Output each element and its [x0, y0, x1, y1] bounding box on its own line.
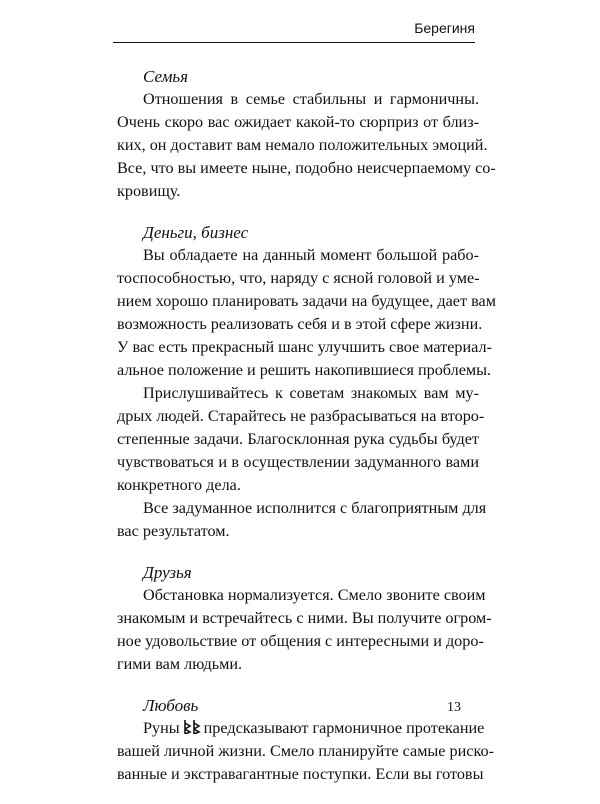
section-heading: Друзья [143, 563, 192, 582]
text-line: Обстановка нормализуется. Смело звоните своим [143, 586, 486, 604]
paragraph [117, 244, 496, 382]
text-line: нием хорошо планировать задачи на будущее, дает вам [117, 292, 496, 310]
running-header-title: Берегиня [414, 20, 475, 36]
paragraph [117, 584, 492, 676]
text-line: вас результатом. [117, 522, 230, 540]
text-line: степенные задачи. Благосклонная рука судьбы будет [117, 430, 479, 448]
text-line: У вас есть прекрасный шанс улучшить свое материал- [117, 338, 492, 356]
text-line: конкретного дела. [117, 476, 241, 494]
text-line: чувствоваться и в осуществлении задуманного вами [117, 453, 479, 471]
text-line [117, 717, 485, 740]
text-line: Прислушивайтесь к советам знакомых вам му- [143, 384, 479, 402]
page-number: 13 [447, 700, 461, 715]
running-header [113, 20, 475, 44]
section [117, 694, 495, 786]
paragraph [117, 497, 487, 543]
text-fragment: Руны [143, 719, 180, 737]
text-line: Отношения в семье стабильны и гармоничны. [143, 90, 479, 108]
text-line: Очень скоро вас ожидает какой-то сюрприз от близ- [117, 113, 479, 131]
paragraph [117, 382, 485, 497]
section-heading: Любовь [143, 696, 199, 715]
section [117, 221, 496, 543]
paragraph [117, 717, 495, 786]
text-line: Вы обладаете на данный момент большой рабо- [143, 246, 479, 264]
text-line: ное удовольствие от общения с интересными и доро- [117, 632, 484, 650]
page-body [117, 65, 496, 804]
text-line: ванные и экстравагантные поступки. Если вы готовы [117, 765, 484, 783]
text-line: Все, что вы имеете ныне, подобно неисчерпаемому со- [117, 159, 496, 177]
text-fragment: предсказывают гармоничное протекание [203, 719, 485, 737]
text-line: альное положение и решить накопившиеся проблемы. [117, 361, 492, 379]
header-rule [113, 42, 475, 43]
text-line: тоспособностью, что, наряду с ясной головой и уме- [117, 269, 480, 287]
paragraph [117, 88, 496, 203]
section-heading: Деньги, бизнес [143, 223, 249, 242]
berkana-rune-icon [182, 720, 202, 734]
text-line: дрых людей. Старайтесь не разбрасываться на второ- [117, 407, 485, 425]
section [117, 65, 496, 203]
text-line: вашей личной жизни. Смело планируйте самые риско- [117, 742, 495, 760]
section-heading: Семья [143, 67, 189, 86]
section [117, 561, 492, 676]
text-line: гими вам людьми. [117, 655, 243, 673]
text-line: ких, он доставит вам немало положительных эмоций. [117, 136, 488, 154]
text-line: кровищу. [117, 182, 181, 200]
text-line: возможность реализовать себя и в этой сфере жизни. [117, 315, 483, 333]
text-line: Все задуманное исполнится с благоприятным для [143, 499, 487, 517]
text-line: знакомым и встречайтесь с ними. Вы получите огром- [117, 609, 492, 627]
